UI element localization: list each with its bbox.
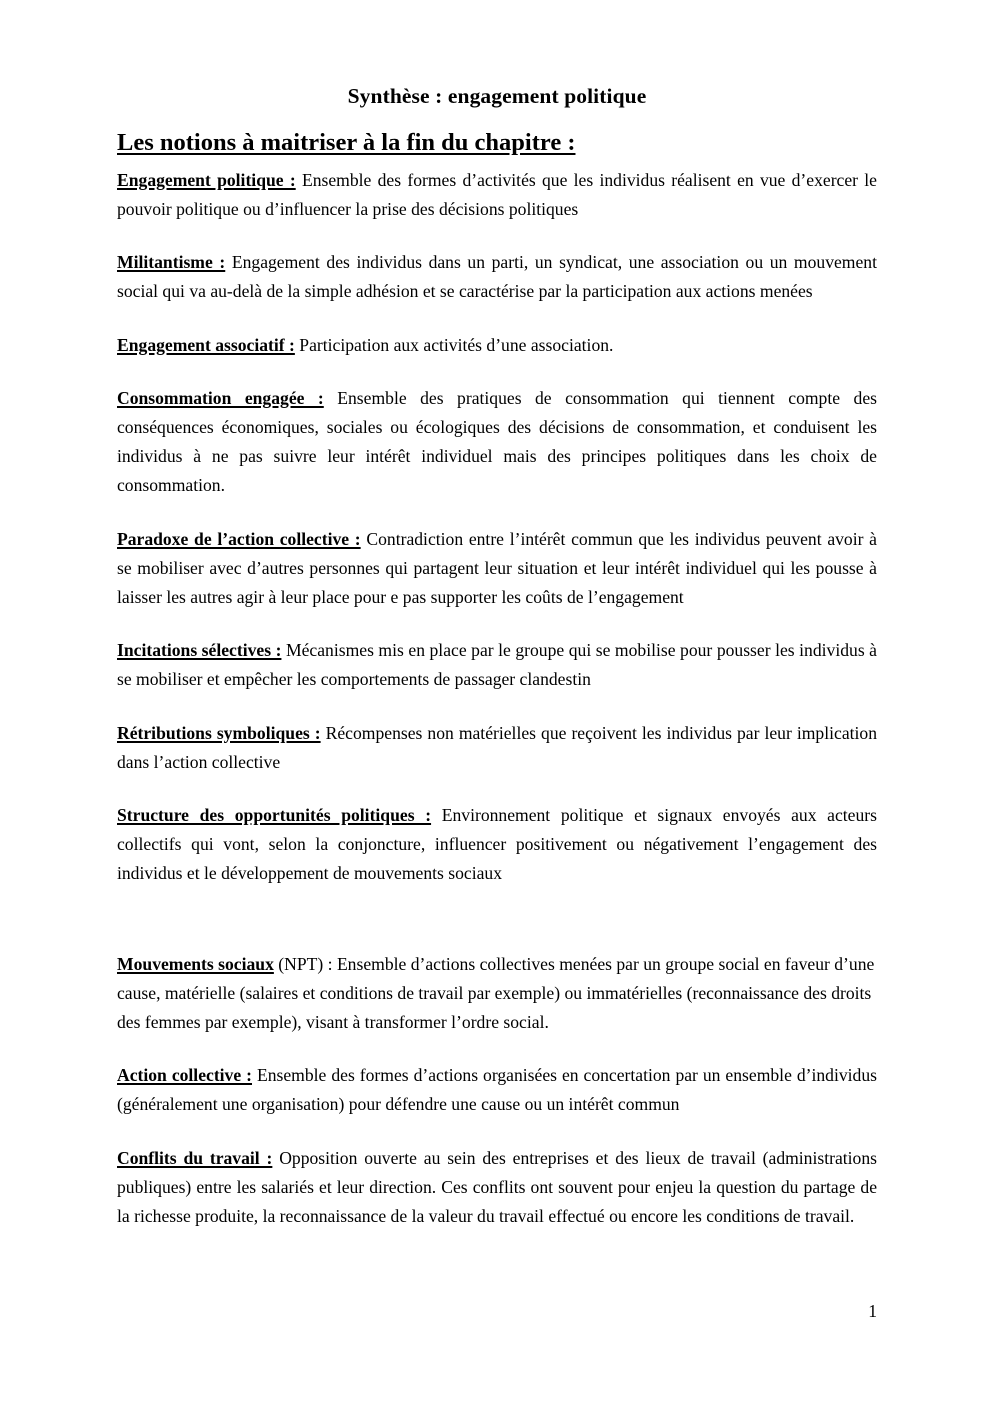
definition-entry-incitations-selectives xyxy=(117,612,877,694)
definition-entry-conflits-du-travail xyxy=(117,1120,877,1232)
section-heading xyxy=(117,110,877,158)
page-number: 1 xyxy=(868,1301,877,1321)
definition-term: Mouvements sociaux xyxy=(117,953,274,974)
document-body xyxy=(117,0,877,1231)
definition-text: Récompenses non matérielles que reçoivent les individus par leur implication dans l’action collective xyxy=(117,722,877,772)
definition-term: Engagement associatif : xyxy=(117,334,295,355)
definition-entry-mouvements-sociaux xyxy=(117,889,877,1038)
definition-text: Environnement politique et signaux envoyés aux acteurs collectifs qui vont, selon la conjoncture, influencer positivement ou négativement l’engagement des individus et le développement de mouvements sociaux xyxy=(117,804,877,884)
definition-entry-paradoxe-action-collective xyxy=(117,501,877,613)
definition-entry-consommation-engagee xyxy=(117,360,877,501)
definition-term: Militantisme : xyxy=(117,252,226,273)
definition-term: Engagement politique : xyxy=(117,169,296,190)
definition-text: Ensemble des formes d’actions organisées en concertation par un ensemble d’individus (généralement une organisation) pour défendre une cause ou un intérêt commun xyxy=(117,1065,877,1115)
definition-term: Rétributions symboliques : xyxy=(117,722,321,743)
definition-term: Paradoxe de l’action collective : xyxy=(117,528,361,549)
definition-text: Participation aux activités d’une association. xyxy=(299,334,614,355)
definition-text: Ensemble d’actions collectives menées par un groupe social en faveur d’une cause, matérielle (salaires et conditions de travail par exemple) ou immatérielles (reconnaissance des droits des femmes par exemple), visant à transformer l’ordre social. xyxy=(117,953,875,1032)
section-heading-text: Les notions à maitriser à la fin du chapitre : xyxy=(117,129,576,157)
definition-text: Mécanismes mis en place par le groupe qui se mobilise pour pousser les individus à se mobiliser et empêcher les comportements de passager clandestin xyxy=(117,640,877,690)
definition-text: Ensemble des formes d’activités que les individus réalisent en vue d’exercer le pouvoir politique ou d’influencer la prise des décisions politiques xyxy=(117,169,877,219)
definition-entry-structure-opportunites-politiques xyxy=(117,777,877,889)
definition-text: Opposition ouverte au sein des entreprises et des lieux de travail (administrations publiques) entre les salariés et leur direction. Ces conflits ont souvent pour enjeu la question du partage de la richesse produite, la reconnaissance de la valeur du travail effectué ou encore les conditions de travail. xyxy=(117,1147,877,1227)
definition-text: Engagement des individus dans un parti, un syndicat, une association ou un mouvement social qui va au-delà de la simple adhésion et se caractérise par la participation aux actions menées xyxy=(117,252,877,302)
definition-term: Incitations sélectives : xyxy=(117,640,282,661)
page-title: Synthèse : engagement politique xyxy=(347,84,647,108)
definition-term: Conflits du travail : xyxy=(117,1147,273,1168)
definition-entry-engagement-politique xyxy=(117,159,877,224)
definition-entry-militantisme xyxy=(117,224,877,306)
definition-entry-action-collective xyxy=(117,1037,877,1119)
definition-term-suffix: (NPT) : xyxy=(278,953,333,974)
definition-text: Contradiction entre l’intérêt commun que les individus peuvent avoir à se mobiliser avec d’autres personnes qui partagent leur situation et leur intérêt individuel qui les pousse à laisser les autres agir à leur place pour e pas supporter les coûts de l’engagement xyxy=(117,528,877,607)
definition-entry-retributions-symboliques xyxy=(117,695,877,777)
definition-entry-engagement-associatif xyxy=(117,307,877,360)
definition-term: Structure des opportunités politiques : xyxy=(117,804,432,825)
definition-term: Consommation engagée : xyxy=(117,387,324,408)
definition-text: Ensemble des pratiques de consommation qui tiennent compte des conséquences économiques, sociales ou écologiques des décisions de consommation, et conduisent les individus à ne pas suivre leur intérêt individuel mais des principes politiques dans les choix de consommation. xyxy=(117,387,877,496)
definition-term: Action collective : xyxy=(117,1065,252,1086)
